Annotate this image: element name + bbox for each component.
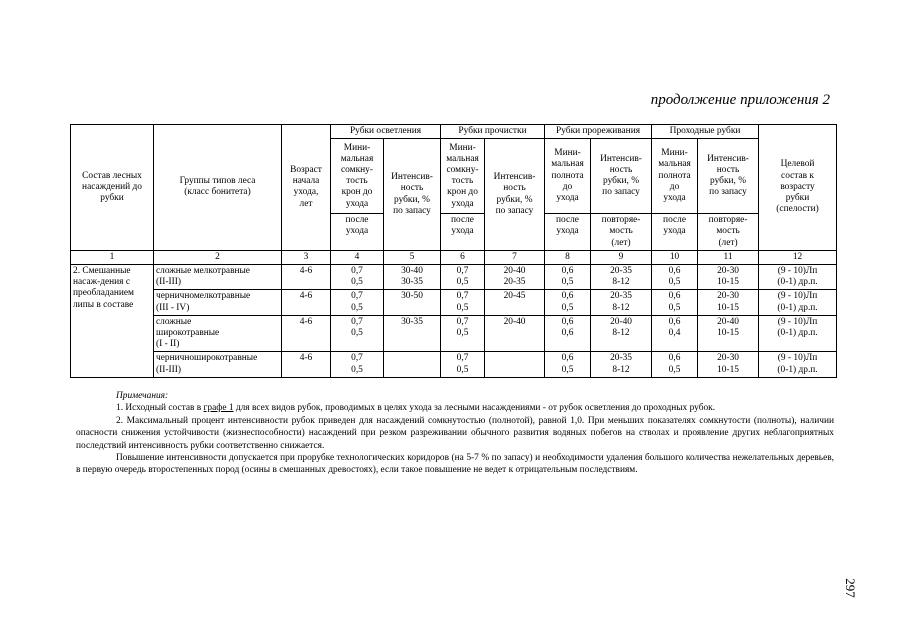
column-number: 2 <box>154 250 282 264</box>
notes-title: Примечания: <box>116 391 169 401</box>
page-subtitle: продолжение приложения 2 <box>650 92 830 108</box>
header-min-closure-proch: Мини- мальная сомкну- тость крон до ухода <box>441 139 485 214</box>
note-1-text-b: для всех видов рубок, проводимых в целях ухода за лесными насаждениями - от рубок осветления до проходных рубок. <box>233 403 716 414</box>
value-cell: 0,7 0,5 <box>441 315 485 352</box>
header-group-osvetlenie: Рубки осветления <box>331 125 441 139</box>
value-cell: 0,6 0,6 <box>545 315 591 352</box>
column-number-row <box>71 250 837 264</box>
header-after-care-proch: после ухода <box>441 214 485 251</box>
value-cell: 20-35 8-12 <box>591 290 652 315</box>
header-row-1 <box>71 125 837 139</box>
target-cell: (9 - 10)Лп (0-1) др.п. <box>759 352 837 377</box>
header-repeat-prored: повторяе- мость (лет) <box>591 214 652 251</box>
column-number: 1 <box>71 250 154 264</box>
header-forest-type: Группы типов леса (класс бонитета) <box>154 125 282 251</box>
table-row <box>71 290 837 315</box>
table-row <box>71 352 837 377</box>
header-min-density-prored: Мини- мальная полнота до ухода <box>545 139 591 214</box>
age-cell: 4-6 <box>282 315 331 352</box>
value-cell: 0,6 0,5 <box>652 265 698 290</box>
value-cell: 20-30 10-15 <box>698 352 759 377</box>
notes-section <box>76 390 834 477</box>
note-2: 2. Максимальный процент интенсивности рубок приведен для насаждений сомкнутостью (полнотой), равной 1,0. При меньших показателях сомкнутости (полноты), наличии опасности снижения устойчивости (жизнеспособности) насаждений при резком разреживании обычного развития водяных побегов на стволах и проявление других неблагоприятных последствий интенсивность рубки соответственно снижается. <box>76 415 834 451</box>
target-cell: (9 - 10)Лп (0-1) др.п. <box>759 315 837 352</box>
column-number: 3 <box>282 250 331 264</box>
column-number: 12 <box>759 250 837 264</box>
header-intensity-osv: Интенсив- ность рубки, % по запасу <box>384 139 441 251</box>
column-number: 10 <box>652 250 698 264</box>
value-cell: 0,6 0,5 <box>652 352 698 377</box>
column-number: 9 <box>591 250 652 264</box>
value-cell: 20-35 8-12 <box>591 265 652 290</box>
value-cell: 0,6 0,5 <box>652 290 698 315</box>
value-cell: 20-40 8-12 <box>591 315 652 352</box>
header-start-age: Возраст начала ухода, лет <box>282 125 331 251</box>
column-number: 6 <box>441 250 485 264</box>
value-cell: 30-35 <box>384 315 441 352</box>
header-repeat-prohod: повторяе- мость (лет) <box>698 214 759 251</box>
value-cell: 0,6 0,4 <box>652 315 698 352</box>
table-row <box>71 315 837 352</box>
value-cell: 20-40 20-35 <box>485 265 545 290</box>
age-cell: 4-6 <box>282 352 331 377</box>
table-row <box>71 265 837 290</box>
value-cell: 0,7 0,5 <box>331 352 384 377</box>
value-cell: 0,6 0,5 <box>545 290 591 315</box>
value-cell: 0,7 0,5 <box>331 290 384 315</box>
note-1-text-a: 1. Исходный состав в <box>116 403 204 414</box>
header-intensity-prohod: Интенсив- ность рубки, % по запасу <box>698 139 759 214</box>
value-cell: 30-40 30-35 <box>384 265 441 290</box>
header-target-composition: Целевой состав к возрасту рубки (спелости) <box>759 125 837 251</box>
page-number: 297 <box>842 578 858 598</box>
forest-type-cell: сложные широкотравные (I - II) <box>154 315 282 352</box>
column-number: 11 <box>698 250 759 264</box>
value-cell: 20-30 10-15 <box>698 265 759 290</box>
column-number: 8 <box>545 250 591 264</box>
value-cell: 20-40 <box>485 315 545 352</box>
header-composition: Состав лесных насаждений до рубки <box>71 125 154 251</box>
group-label-continuation <box>71 352 154 377</box>
forest-type-cell: сложные мелкотравные (II-III) <box>154 265 282 290</box>
note-1-link[interactable]: графе 1 <box>203 403 234 414</box>
age-cell: 4-6 <box>282 290 331 315</box>
header-after-care-prored: после ухода <box>545 214 591 251</box>
column-number: 5 <box>384 250 441 264</box>
forest-care-table <box>70 124 837 378</box>
header-group-prochistka: Рубки прочистки <box>441 125 545 139</box>
age-cell: 4-6 <box>282 265 331 290</box>
header-group-prorezhivanie: Рубки прореживания <box>545 125 652 139</box>
value-cell <box>485 352 545 377</box>
value-cell: 0,7 0,5 <box>441 265 485 290</box>
value-cell: 20-45 <box>485 290 545 315</box>
column-number: 7 <box>485 250 545 264</box>
value-cell <box>384 352 441 377</box>
header-intensity-proch: Интенсив- ность рубки, % по запасу <box>485 139 545 251</box>
target-cell: (9 - 10)Лп (0-1) др.п. <box>759 290 837 315</box>
value-cell: 20-30 10-15 <box>698 290 759 315</box>
note-3: Повышение интенсивности допускается при прорубке технологических коридоров (на 5-7 % по запасу) и необходимости удаления большого количества нежелательных деревьев, в первую очередь второстепенных пород (осины в смешанных древостоях), если такое повышение не ведет к отрицательным последствиям. <box>76 453 834 476</box>
header-after-care-prohod: после ухода <box>652 214 698 251</box>
column-number: 4 <box>331 250 384 264</box>
value-cell: 0,7 0,5 <box>441 352 485 377</box>
value-cell: 0,6 0,5 <box>545 265 591 290</box>
header-after-care-osv: после ухода <box>331 214 384 251</box>
header-group-prohodnye: Проходные рубки <box>652 125 759 139</box>
forest-type-cell: черничномелкотравные (III - IV) <box>154 290 282 315</box>
header-intensity-prored: Интенсив- ность рубки, % по запасу <box>591 139 652 214</box>
value-cell: 30-50 <box>384 290 441 315</box>
value-cell: 0,7 0,5 <box>441 290 485 315</box>
forest-type-cell: черничноширокотравные (II-III) <box>154 352 282 377</box>
header-min-closure-osv: Мини- мальная сомкну- тость крон до ухода <box>331 139 384 214</box>
group-label: 2. Смешанные насаж-дения с преобладанием липы в составе <box>71 265 154 352</box>
header-min-density-prohod: Мини- мальная полнота до ухода <box>652 139 698 214</box>
target-cell: (9 - 10)Лп (0-1) др.п. <box>759 265 837 290</box>
value-cell: 0,6 0,5 <box>545 352 591 377</box>
value-cell: 0,7 0,5 <box>331 315 384 352</box>
value-cell: 0,7 0,5 <box>331 265 384 290</box>
value-cell: 20-35 8-12 <box>591 352 652 377</box>
value-cell: 20-40 10-15 <box>698 315 759 352</box>
note-1 <box>76 402 834 414</box>
